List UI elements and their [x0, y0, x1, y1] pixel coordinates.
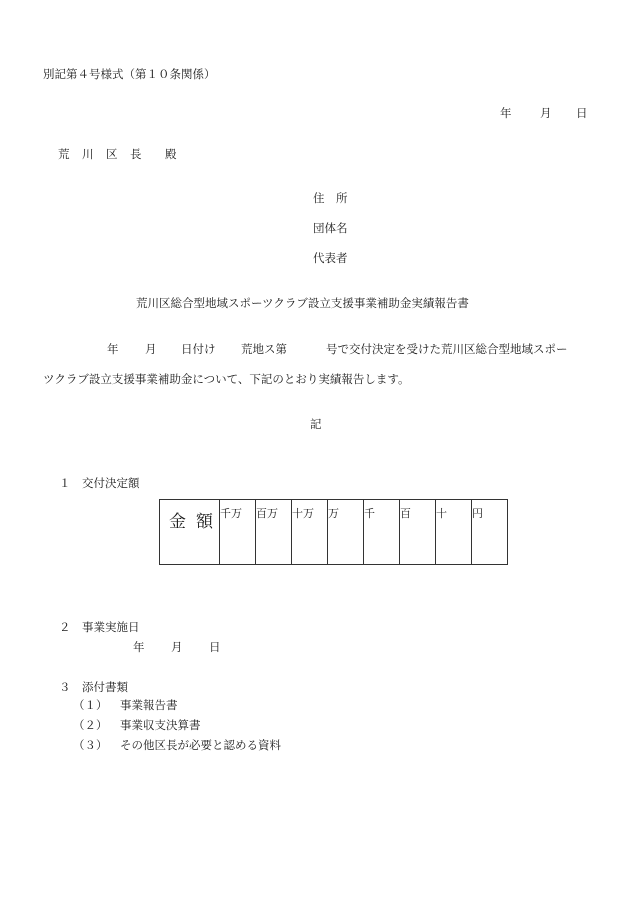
body-doc-prefix: 荒地ス第 — [241, 342, 287, 356]
body-date-suffix: 日付け — [181, 342, 216, 356]
unit-label: 十 — [436, 507, 447, 520]
addressee-honorific: 殿 — [165, 147, 177, 161]
form-number: 別記第４号様式（第１０条関係） — [43, 67, 216, 81]
attachment-label: 事業報告書 — [120, 698, 178, 712]
addressee-char-4: 長 — [130, 147, 142, 161]
body-year: 年 — [107, 342, 119, 356]
addressee-char-1: 荒 — [58, 147, 70, 161]
section3-heading: ３ 添付書類 — [59, 680, 128, 694]
amount-label-char-1: 金 — [165, 512, 185, 529]
date-month-label: 月 — [540, 106, 552, 120]
note-mark: 記 — [310, 417, 322, 431]
unit-label: 千 — [364, 507, 375, 520]
impl-month: 月 — [171, 640, 183, 654]
unit-label: 十万 — [292, 507, 314, 520]
representative-label: 代表者 — [313, 251, 348, 265]
addressee-char-2: 川 — [82, 147, 94, 161]
body-line1-rest: 号で交付決定を受けた荒川区総合型地域スポー — [326, 342, 568, 356]
attachment-label: その他区長が必要と認める資料 — [120, 738, 281, 752]
unit-cell-ten-thousand[interactable] — [328, 500, 364, 565]
unit-cell-hundred[interactable] — [400, 500, 436, 565]
impl-year: 年 — [133, 640, 145, 654]
section1-heading: １ 交付決定額 — [59, 476, 140, 490]
unit-cell-ten[interactable] — [436, 500, 472, 565]
section2-heading: ２ 事業実施日 — [59, 620, 140, 634]
body-month: 月 — [145, 342, 157, 356]
amount-label-char-2: 額 — [192, 512, 212, 529]
attachment-label: 事業収支決算書 — [120, 718, 201, 732]
attachment-number: （３） — [73, 738, 108, 752]
addressee-char-3: 区 — [106, 147, 118, 161]
unit-label: 千万 — [220, 507, 242, 520]
amount-label-cell — [160, 500, 220, 565]
unit-label: 百万 — [256, 507, 278, 520]
body-line2: ツクラブ設立支援事業補助金について、下記のとおり実績報告します。 — [43, 372, 410, 386]
group-name-label: 団体名 — [313, 221, 348, 235]
date-year-label: 年 — [500, 106, 512, 120]
unit-cell-ten-million[interactable] — [220, 500, 256, 565]
unit-cell-hundred-thousand[interactable] — [292, 500, 328, 565]
unit-label: 百 — [400, 507, 411, 520]
attachment-number: （１） — [73, 698, 108, 712]
address-label: 住 所 — [313, 191, 348, 205]
unit-cell-thousand[interactable] — [364, 500, 400, 565]
grant-amount-table — [159, 499, 508, 565]
document-title: 荒川区総合型地域スポーツクラブ設立支援事業補助金実績報告書 — [136, 296, 469, 310]
unit-label: 万 — [328, 507, 339, 520]
attachment-number: （２） — [73, 718, 108, 732]
unit-label: 円 — [472, 507, 483, 520]
impl-day: 日 — [209, 640, 221, 654]
unit-cell-yen[interactable] — [472, 500, 508, 565]
unit-cell-million[interactable] — [256, 500, 292, 565]
date-day-label: 日 — [576, 106, 588, 120]
